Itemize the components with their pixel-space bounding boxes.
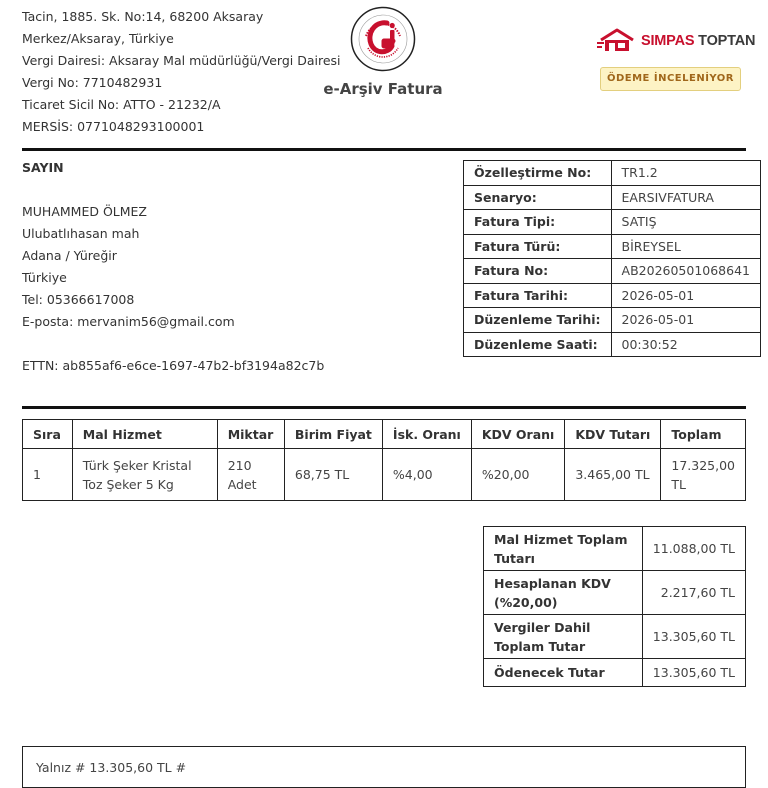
totals-value: 11.088,00 TL: [642, 527, 745, 571]
col-header-isk-orani: İsk. Oranı: [382, 420, 471, 449]
buyer-address-2: Adana / Yüreğir: [22, 248, 117, 263]
meta-value: BİREYSEL: [611, 234, 760, 259]
totals-row: [484, 527, 746, 571]
col-header-miktar: Miktar: [217, 420, 284, 449]
items-divider: [22, 406, 746, 409]
item-unit-price: 68,75 TL: [284, 449, 382, 501]
gib-seal-icon: [350, 6, 416, 72]
brand-name: [641, 33, 755, 49]
col-header-kdv-tutari: KDV Tutarı: [565, 420, 661, 449]
meta-value: AB20260501068641: [611, 259, 760, 284]
brand-name-part2: TOPTAN: [698, 33, 756, 49]
seller-tax-office: Vergi Dairesi: Aksaray Mal müdürlüğü/Vergi Dairesi: [22, 53, 341, 68]
meta-value: 00:30:52: [611, 332, 760, 357]
table-row: [23, 449, 746, 501]
item-vat-rate: %20,00: [471, 449, 565, 501]
col-header-toplam: Toplam: [661, 420, 746, 449]
warehouse-truck-icon: [597, 28, 637, 54]
meta-row: [464, 308, 761, 333]
totals-table: [483, 526, 746, 687]
totals-row: [484, 659, 746, 687]
totals-label: Hesaplanan KDV (%20,00): [484, 571, 643, 615]
meta-label: Fatura Tipi:: [464, 210, 612, 235]
meta-row: [464, 234, 761, 259]
totals-row: [484, 615, 746, 659]
meta-row: [464, 210, 761, 235]
meta-value: 2026-05-01: [611, 283, 760, 308]
item-discount-rate: %4,00: [382, 449, 471, 501]
buyer-phone: Tel: 05366617008: [22, 292, 135, 307]
meta-row: [464, 185, 761, 210]
meta-value: TR1.2: [611, 161, 760, 186]
col-header-sira: Sıra: [23, 420, 73, 449]
totals-row: [484, 571, 746, 615]
seller-address-line-1: Tacin, 1885. Sk. No:14, 68200 Aksaray: [22, 9, 264, 24]
buyer-heading: SAYIN: [22, 160, 64, 175]
meta-row: [464, 332, 761, 357]
meta-row: [464, 259, 761, 284]
meta-row: [464, 283, 761, 308]
item-vat-amount: 3.465,00 TL: [565, 449, 661, 501]
brand-logo: [597, 26, 755, 56]
buyer-country: Türkiye: [22, 270, 67, 285]
seller-address-line-2: Merkez/Aksaray, Türkiye: [22, 31, 174, 46]
item-description: Türk Şeker Kristal Toz Şeker 5 Kg: [72, 449, 217, 501]
meta-label: Özelleştirme No:: [464, 161, 612, 186]
header-divider: [22, 148, 746, 151]
invoice-meta-table: [463, 160, 761, 357]
items-table: [22, 419, 746, 501]
item-sira: 1: [23, 449, 73, 501]
meta-label: Fatura Tarihi:: [464, 283, 612, 308]
totals-label: Ödenecek Tutar: [484, 659, 643, 687]
item-quantity: 210 Adet: [217, 449, 284, 501]
meta-value: SATIŞ: [611, 210, 760, 235]
brand-name-part1: SIMPAS: [641, 33, 695, 49]
amount-in-words: Yalnız # 13.305,60 TL #: [36, 760, 187, 775]
col-header-kdv-orani: KDV Oranı: [471, 420, 565, 449]
items-header-row: [23, 420, 746, 449]
totals-label: Vergiler Dahil Toplam Tutar: [484, 615, 643, 659]
totals-label: Mal Hizmet Toplam Tutarı: [484, 527, 643, 571]
meta-label: Fatura No:: [464, 259, 612, 284]
meta-row: [464, 161, 761, 186]
seller-trade-registry: Ticaret Sicil No: ATTO - 21232/A: [22, 97, 221, 112]
totals-value: 13.305,60 TL: [642, 659, 745, 687]
meta-label: Düzenleme Tarihi:: [464, 308, 612, 333]
seller-mersis: MERSİS: 0771048293100001: [22, 119, 205, 134]
col-header-mal-hizmet: Mal Hizmet: [72, 420, 217, 449]
item-total: 17.325,00 TL: [661, 449, 746, 501]
seller-info: [22, 6, 341, 138]
meta-label: Fatura Türü:: [464, 234, 612, 259]
totals-value: 13.305,60 TL: [642, 615, 745, 659]
meta-value: 2026-05-01: [611, 308, 760, 333]
document-title: e-Arşiv Fatura: [323, 80, 443, 98]
meta-label: Senaryo:: [464, 185, 612, 210]
col-header-birim-fiyat: Birim Fiyat: [284, 420, 382, 449]
meta-value: EARSIVFATURA: [611, 185, 760, 210]
totals-value: 2.217,60 TL: [642, 571, 745, 615]
buyer-name: MUHAMMED ÖLMEZ: [22, 204, 147, 219]
ettn: ETTN: ab855af6-e6ce-1697-47b2-bf3194a82c7b: [22, 358, 325, 373]
status-badge: ÖDEME İNCELENİYOR: [600, 67, 741, 91]
buyer-address-1: Ulubatlıhasan mah: [22, 226, 140, 241]
buyer-email: E-posta: mervanim56@gmail.com: [22, 314, 235, 329]
meta-label: Düzenleme Saati:: [464, 332, 612, 357]
seller-tax-number: Vergi No: 7710482931: [22, 75, 163, 90]
